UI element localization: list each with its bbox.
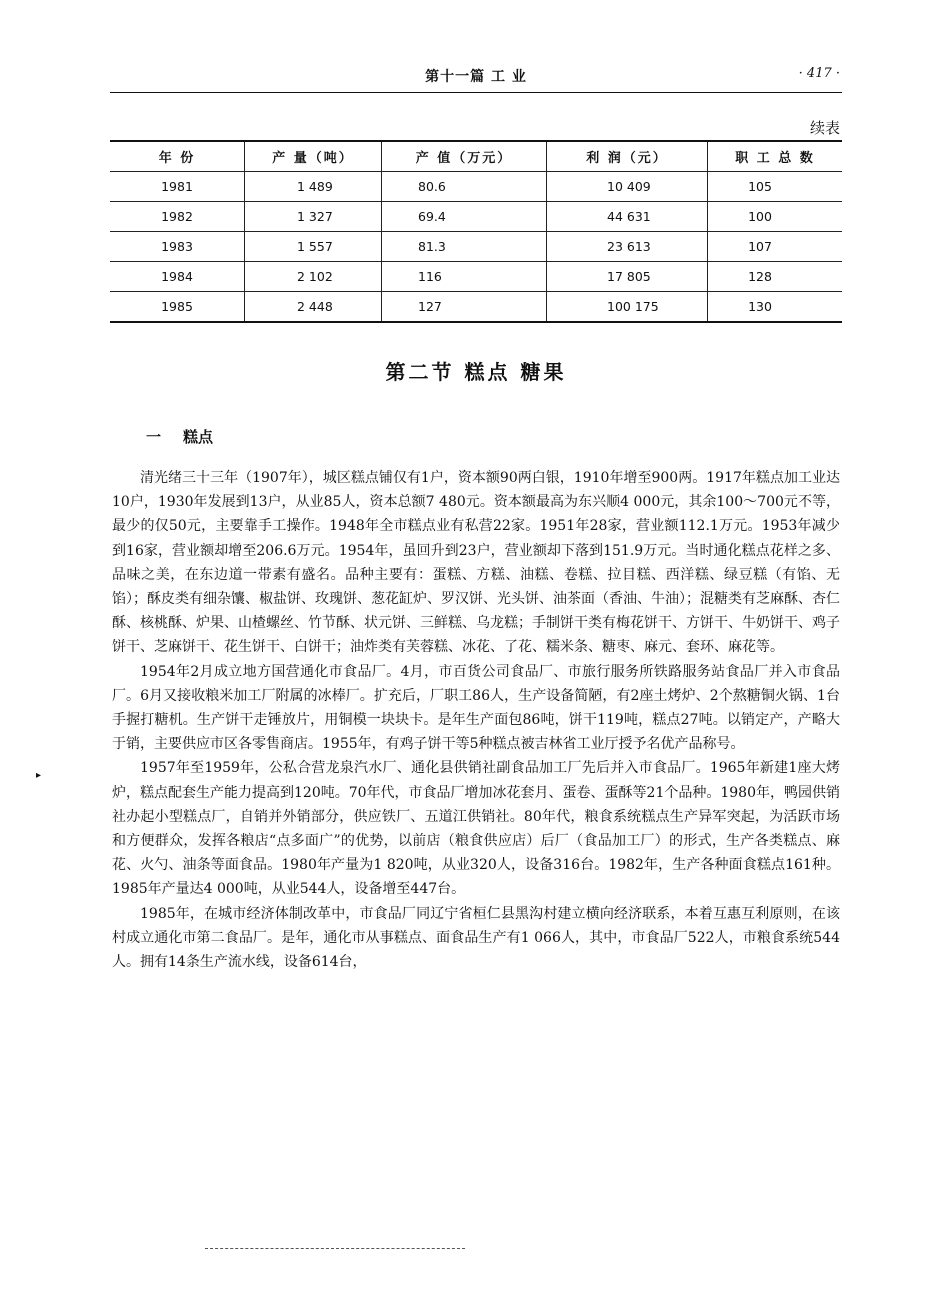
table-row: [110, 172, 842, 202]
paragraph: 1957年至1959年，公私合营龙泉汽水厂、通化县供销社副食品加工厂先后并入市食品厂。1965年新建1座大烤炉，糕点配套生产能力提高到120吨。70年代，市食品厂增加冰花套月、蛋卷、蛋酥等21个品种。1980年，鸭园供销社办起小型糕点厂，自销并外销部分，供应铁厂、五道江供销社。80年代，粮食系统糕点生产异军突起，为活跃市场和方便群众，发挥各粮店“点多面广”的优势，以前店（粮食供应店）后厂（食品加工厂）的形式，生产各类糕点、麻花、火勺、油条等面食品。1980年产量为1 820吨，从业320人，设备316台。1982年，生产各种面食糕点161种。1985年产量达4 000吨，从业544人，设备增至447台。: [112, 760, 840, 898]
cell-profit: 10 409: [547, 172, 708, 202]
cell-value: 116: [382, 262, 547, 292]
production-table: [110, 140, 842, 323]
column-header-value: 产 值（万元）: [382, 141, 547, 172]
cell-staff: 130: [708, 292, 843, 323]
cell-profit: 17 805: [547, 262, 708, 292]
table-row: [110, 202, 842, 232]
cell-staff: 105: [708, 172, 843, 202]
sub-heading-title: 糕点: [183, 428, 214, 446]
cell-profit: 44 631: [547, 202, 708, 232]
margin-mark: ▸: [36, 770, 42, 781]
header-rule: [110, 92, 842, 93]
cell-output: 2 448: [245, 292, 382, 323]
column-header-profit: 利 润（元）: [547, 141, 708, 172]
cell-output: 2 102: [245, 262, 382, 292]
cell-value: 81.3: [382, 232, 547, 262]
body-text: [112, 466, 840, 974]
cell-value: 69.4: [382, 202, 547, 232]
paragraph: 清光绪三十三年（1907年），城区糕点铺仅有1户，资本额90两白银，1910年增至900两。1917年糕点加工业达10户，1930年发展到13户，从业85人，资本总额7 480元。资本额最高为东兴顺4 000元，其余100～700元不等，最少的仅50元，主要靠手工操作。1948年全市糕点业有私营22家。1951年28家，营业额112.1万元。1953年减少到16家，营业额却增至206.6万元。1954年，虽回升到23户，营业额却下落到151.9万元。当时通化糕点花样之多、品味之美，在东边道一带素有盛名。品种主要有：蛋糕、方糕、油糕、卷糕、拉目糕、西洋糕、绿豆糕（有馅、无馅）；酥皮类有细杂馕、椒盐饼、玫瑰饼、葱花缸炉、罗汉饼、光头饼、油茶面（香油、牛油）；混糖类有芝麻酥、杏仁酥、核桃酥、炉果、山楂螺丝、竹节酥、状元饼、三鲜糕、乌龙糕；手制饼干类有梅花饼干、方饼干、牛奶饼干、鸡子饼干、芝麻饼干、花生饼干、白饼干；油炸类有芙蓉糕、冰花、了花、糯米条、糖枣、麻元、套环、麻花等。: [112, 470, 840, 656]
column-header-staff: 职 工 总 数: [708, 141, 843, 172]
cell-profit: 23 613: [547, 232, 708, 262]
table-row: [110, 292, 842, 323]
page-number: · 417 ·: [798, 66, 840, 81]
cell-year: 1983: [110, 232, 245, 262]
table-row: [110, 262, 842, 292]
column-header-output: 产 量（吨）: [245, 141, 382, 172]
cell-staff: 128: [708, 262, 843, 292]
cell-output: 1 327: [245, 202, 382, 232]
cell-staff: 107: [708, 232, 843, 262]
running-header: [110, 66, 842, 86]
cell-output: 1 557: [245, 232, 382, 262]
cell-value: 127: [382, 292, 547, 323]
cell-profit: 100 175: [547, 292, 708, 323]
cell-output: 1 489: [245, 172, 382, 202]
chapter-title: 第十一篇 工 业: [425, 69, 527, 85]
cell-year: 1981: [110, 172, 245, 202]
paragraph: 1954年2月成立地方国营通化市食品厂。4月，市百货公司食品厂、市旅行服务所铁路服务站食品厂并入市食品厂。6月又接收粮米加工厂附属的冰棒厂。扩充后，厂职工86人，生产设备简陋，有2座土烤炉、2个熬糖铜火锅、1台手握打糖机。生产饼干走锤放片，用铜模一块块卡。是年生产面包86吨，饼干119吨，糕点27吨。以销定产，产略大于销，主要供应市区各零售商店。1955年，有鸡子饼干等5种糕点被吉林省工业厅授予名优产品称号。: [112, 663, 840, 753]
table-header-row: [110, 141, 842, 172]
table-continued-note: 续表: [809, 119, 840, 137]
sub-heading: [146, 426, 213, 447]
section-title: 第二节 糕点 糖果: [385, 360, 567, 384]
cell-year: 1984: [110, 262, 245, 292]
paragraph: 1985年，在城市经济体制改革中，市食品厂同辽宁省桓仁县黑沟村建立横向经济联系，本着互惠互利原则，在该村成立通化市第二食品厂。是年，通化市从事糕点、面食品生产有1 066人，其中，市食品厂522人，市粮食系统544人。拥有14条生产流水线，设备614台，: [112, 905, 840, 971]
cell-year: 1985: [110, 292, 245, 323]
cell-staff: 100: [708, 202, 843, 232]
column-header-year: 年 份: [110, 141, 245, 172]
table-row: [110, 232, 842, 262]
cell-year: 1982: [110, 202, 245, 232]
cell-value: 80.6: [382, 172, 547, 202]
footer-rule: [205, 1248, 465, 1249]
sub-heading-number: 一: [146, 428, 162, 446]
